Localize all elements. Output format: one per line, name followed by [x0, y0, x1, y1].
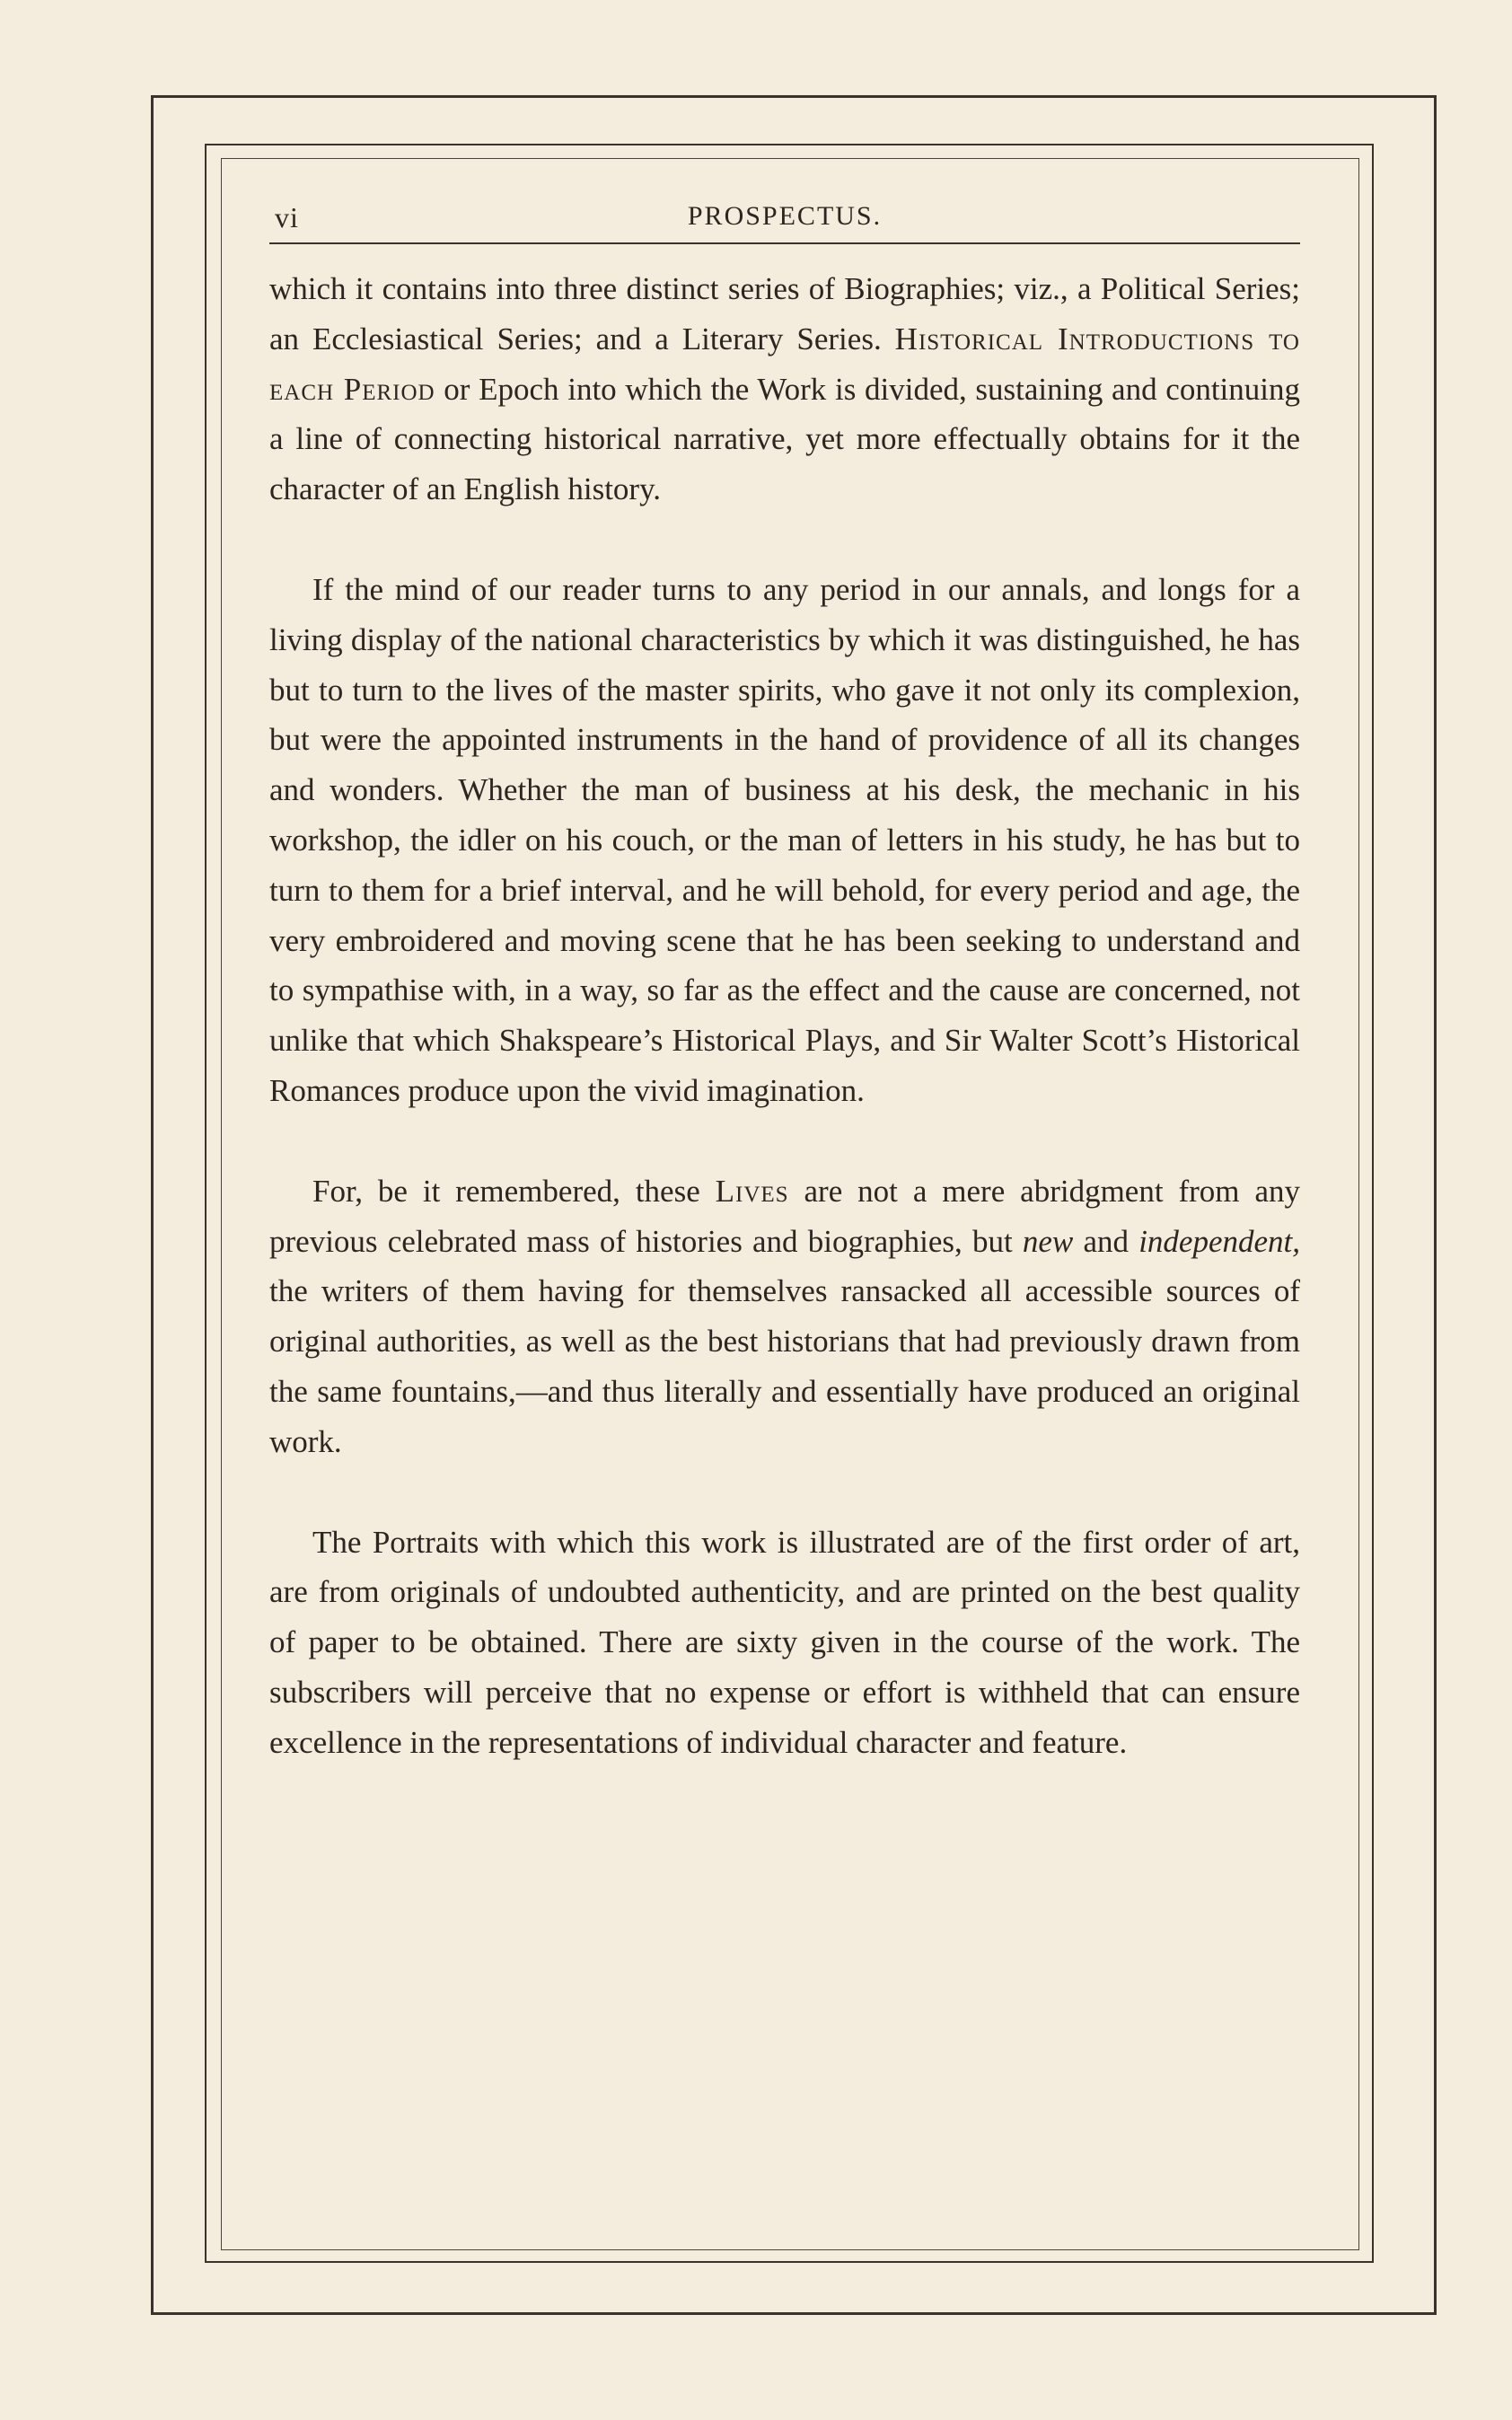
paragraph-p4: [269, 1518, 1300, 1768]
text-segment: The Portraits with which this work is illustrated are of the first order of art, are from originals of undoubted authenticity, and are printed on the best quality of paper to be obtained. There are sixty given in the course of the work. The subscribers will perceive that no expense or effort is withheld that can ensure excellence in the representations of individual character and feature.: [269, 1524, 1300, 1760]
paragraph-gap: [269, 515, 1300, 565]
text-segment: new: [1022, 1223, 1074, 1259]
page-header: [269, 189, 1300, 239]
paragraph-gap: [269, 1467, 1300, 1518]
text-segment: Historical Introductions to each Period: [269, 321, 1300, 407]
text-segment: Lives: [715, 1173, 789, 1209]
running-head: PROSPECTUS.: [687, 201, 883, 231]
text-segment: are not a mere abridgment from any previous celebrated mass of histories and biographies, but: [269, 1173, 1300, 1259]
text-segment: the writers of them having for themselves ransacked all accessible sources of original authorities, as well as the best historians that had previously drawn from the same fountains,—and thus literally and essentially have produced an original work.: [269, 1273, 1300, 1459]
header-rule: [269, 242, 1300, 244]
paragraph-p2: [269, 565, 1300, 1116]
text-segment: which it contains into three distinct series of Biographies; viz., a Political Series; an Ecclesiastical Series; and a Literary Series.: [269, 271, 1300, 356]
paragraph-p3: [269, 1166, 1300, 1467]
text-segment: independent,: [1138, 1223, 1300, 1259]
text-segment: and: [1073, 1223, 1139, 1259]
paragraph-p1: [269, 264, 1300, 515]
text-segment: If the mind of our reader turns to any period in our annals, and longs for a living display of the national characteristics by which it was distinguished, he has but to turn to the lives of the master spirits, who gave it not only its complexion, but were the appointed instruments in the hand of providence of all its changes and wonders. Whether the man of business at his desk, the mechanic in his workshop, the idler on his couch, or the man of letters in his study, he has but to turn to them for a brief interval, and he will behold, for every period and age, the very embroidered and moving scene that he has been seeking to understand and to sympathise with, in a way, so far as the effect and the cause are concerned, not unlike that which Shakspeare’s Historical Plays, and Sir Walter Scott’s Historical Romances produce upon the vivid imagination.: [269, 571, 1300, 1108]
text-segment: For, be it remembered, these: [312, 1173, 716, 1209]
body-text: [269, 264, 1300, 1768]
page-number: vi: [275, 201, 299, 233]
text-segment: or Epoch into which the Work is divided, sustaining and continuing a line of connecting historical narrative, yet more effectually obtains for it the character of an English history.: [269, 371, 1300, 507]
paragraph-gap: [269, 1116, 1300, 1166]
page-content: [269, 189, 1300, 1768]
